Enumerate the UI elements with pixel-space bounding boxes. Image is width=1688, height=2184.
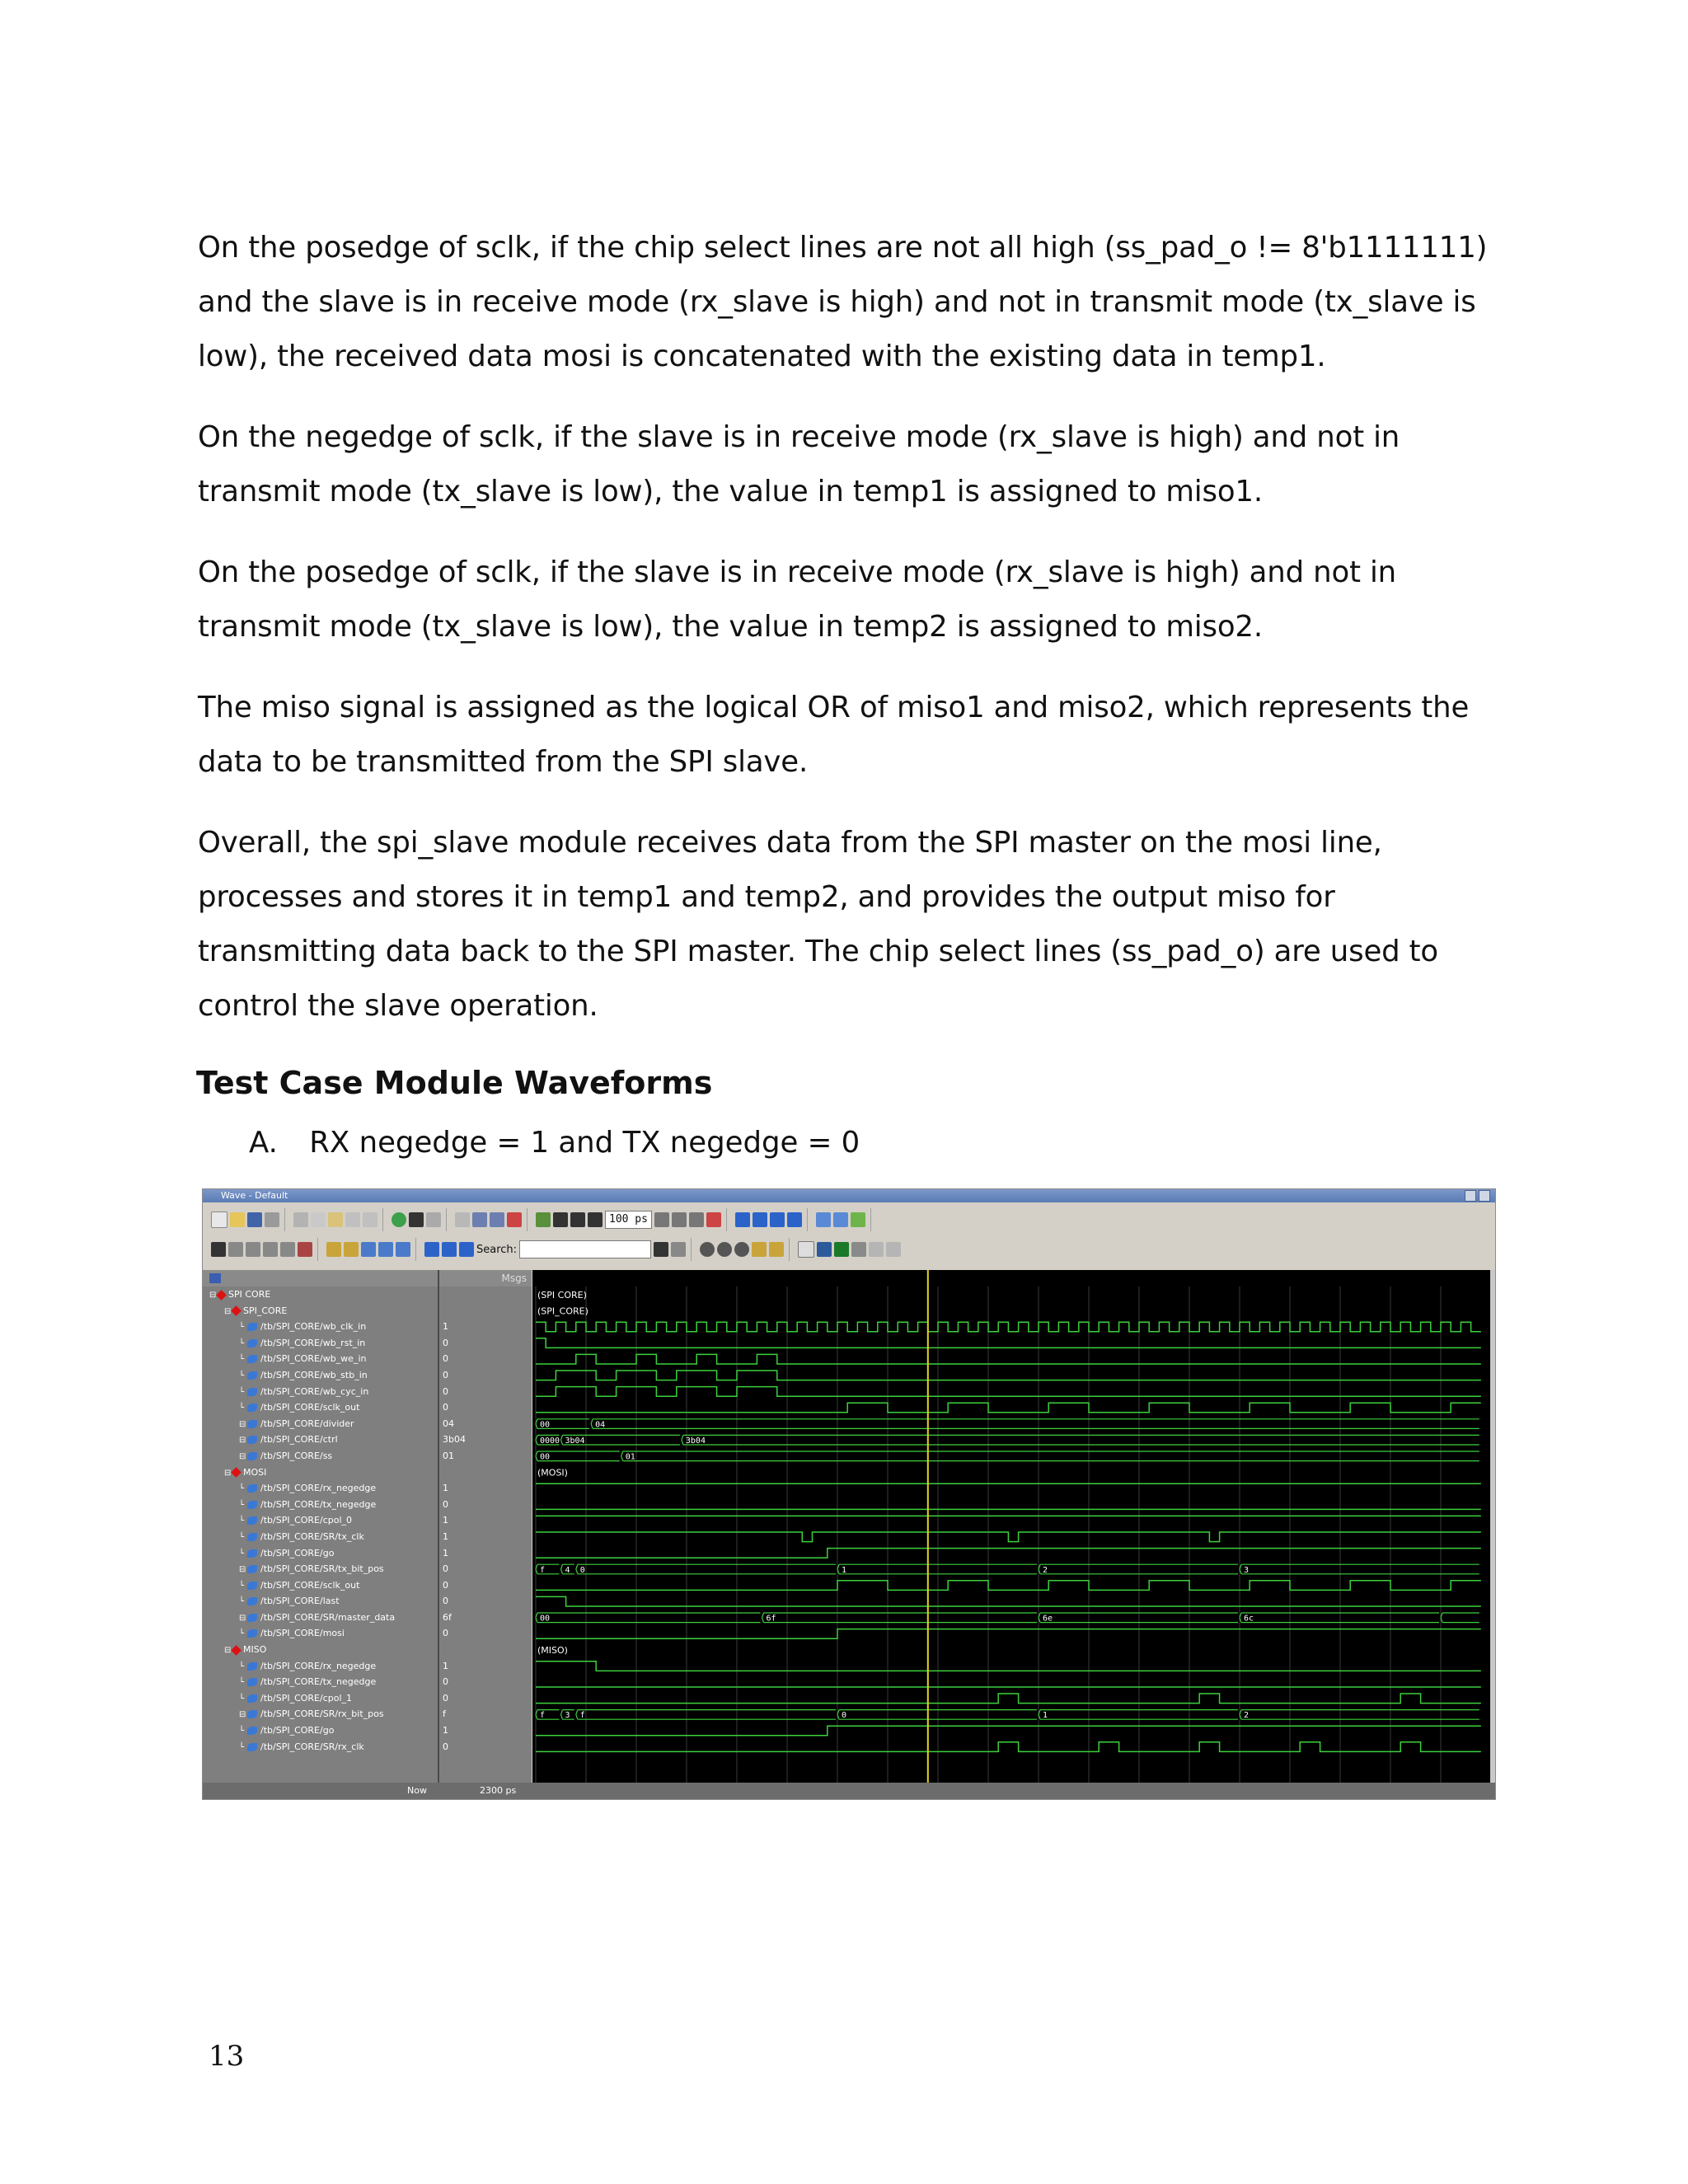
signal-value: 0 bbox=[443, 1676, 448, 1688]
signal-row[interactable] bbox=[203, 1303, 438, 1319]
waveform-screenshot bbox=[202, 1188, 1496, 1800]
signal-name: /tb/SPI_CORE/sclk_out bbox=[260, 1579, 360, 1591]
signal-value: 0 bbox=[443, 1692, 448, 1704]
bus-trace bbox=[1240, 1613, 1439, 1623]
bus-trace bbox=[591, 1419, 1479, 1429]
signal-name: /tb/SPI_CORE/wb_we_in bbox=[260, 1353, 367, 1365]
signal-row[interactable] bbox=[203, 1319, 438, 1335]
signal-wave-icon bbox=[247, 1743, 257, 1751]
section-heading: Test Case Module Waveforms bbox=[196, 1065, 713, 1101]
undo-icon[interactable] bbox=[345, 1212, 360, 1227]
signal-row[interactable] bbox=[203, 1545, 438, 1562]
signal-name: /tb/SPI_CORE/wb_clk_in bbox=[260, 1321, 367, 1333]
format2-icon[interactable] bbox=[817, 1242, 832, 1257]
signal-value: 01 bbox=[443, 1450, 454, 1461]
bus-trace bbox=[576, 1710, 836, 1720]
zoom-cursor-icon[interactable] bbox=[752, 1242, 767, 1257]
bus-value-label: 1 bbox=[842, 1565, 847, 1575]
wave-trace bbox=[536, 1549, 1481, 1558]
signal-wave-icon bbox=[247, 1533, 257, 1541]
signal-name-pane bbox=[203, 1270, 438, 1799]
signal-row[interactable] bbox=[203, 1512, 438, 1529]
list-item-text: RX negedge = 1 and TX negedge = 0 bbox=[309, 1126, 860, 1160]
signal-row[interactable] bbox=[203, 1625, 438, 1642]
bus-value-label: 0000 bbox=[540, 1436, 560, 1446]
signal-wave-icon bbox=[247, 1355, 257, 1363]
signal-value: 0 bbox=[443, 1385, 448, 1397]
tree-line-icon: └ bbox=[239, 1661, 245, 1671]
bus-trace bbox=[1441, 1613, 1479, 1623]
bus-trace bbox=[1240, 1710, 1479, 1720]
bus-value-label: f bbox=[540, 1711, 546, 1721]
tree-line-icon: └ bbox=[239, 1371, 245, 1380]
bus-trace bbox=[1039, 1710, 1238, 1720]
wave-menu-icon[interactable] bbox=[209, 1273, 221, 1283]
signal-value: 1 bbox=[443, 1725, 448, 1736]
bus-trace bbox=[762, 1613, 1038, 1623]
cut-icon[interactable] bbox=[293, 1212, 308, 1227]
signal-value: 0 bbox=[443, 1337, 448, 1348]
window-restore-icon[interactable] bbox=[1465, 1190, 1476, 1202]
bus-value-label: 3 bbox=[1244, 1565, 1250, 1575]
group-diamond-icon bbox=[231, 1305, 241, 1316]
wave-trace bbox=[536, 1629, 1481, 1639]
signal-row[interactable] bbox=[203, 1384, 438, 1400]
expand-toggle-icon[interactable]: ⊟ bbox=[239, 1419, 246, 1429]
bus-value-label: 3b04 bbox=[685, 1436, 706, 1446]
signal-name: /tb/SPI_CORE/rx_negedge bbox=[260, 1483, 377, 1494]
signal-value: 0 bbox=[443, 1563, 448, 1575]
signal-value bbox=[439, 1465, 532, 1481]
wave-trace bbox=[536, 1403, 1481, 1413]
search-icon[interactable] bbox=[671, 1242, 686, 1257]
now-value: 2300 ps bbox=[480, 1785, 517, 1796]
signal-row[interactable] bbox=[203, 1480, 438, 1497]
find-icon[interactable] bbox=[409, 1212, 424, 1227]
open-icon[interactable] bbox=[230, 1212, 245, 1227]
expand-toggle-icon[interactable]: ⊟ bbox=[209, 1291, 217, 1300]
signal-value: 1 bbox=[443, 1483, 448, 1494]
signal-wave-icon bbox=[247, 1614, 257, 1622]
group-label: (MISO) bbox=[537, 1645, 568, 1657]
wave-trace bbox=[536, 1371, 1481, 1380]
msgs-header: Msgs bbox=[439, 1270, 532, 1286]
signal-wave-icon bbox=[247, 1582, 257, 1590]
signal-wave-icon bbox=[247, 1694, 257, 1703]
signal-value: 1 bbox=[443, 1660, 448, 1671]
sim-step-icon[interactable] bbox=[654, 1212, 669, 1227]
signal-value bbox=[439, 1303, 532, 1319]
tree-line-icon: └ bbox=[239, 1597, 245, 1607]
any-edge-icon[interactable] bbox=[396, 1242, 410, 1257]
signal-value: 0 bbox=[443, 1402, 448, 1413]
signal-list bbox=[203, 1286, 438, 1755]
zoom-time-field[interactable]: 100 ps bbox=[605, 1211, 652, 1229]
document-body bbox=[198, 221, 1500, 1193]
signal-row[interactable] bbox=[203, 1658, 438, 1675]
signal-name: /tb/SPI_CORE/SR/rx_bit_pos bbox=[260, 1708, 384, 1720]
up-arrow-icon[interactable] bbox=[553, 1212, 568, 1227]
wave-trace bbox=[536, 1581, 1481, 1591]
signal-row[interactable] bbox=[203, 1416, 438, 1432]
signal-row[interactable] bbox=[203, 1593, 438, 1610]
tree-line-icon: └ bbox=[239, 1484, 245, 1494]
signal-name: /tb/SPI_CORE/divider bbox=[260, 1418, 354, 1429]
signal-wave-icon bbox=[247, 1597, 257, 1605]
expand-toggle-icon[interactable]: ⊟ bbox=[224, 1306, 232, 1316]
signal-name: /tb/SPI_CORE/wb_stb_in bbox=[260, 1369, 368, 1380]
bus-value-label: f bbox=[579, 1711, 585, 1721]
wave-trace bbox=[536, 1596, 1481, 1606]
insert-icon[interactable] bbox=[263, 1242, 278, 1257]
sim-continue-icon[interactable] bbox=[672, 1212, 687, 1227]
tree-line-icon: └ bbox=[239, 1629, 245, 1639]
signal-name: /tb/SPI_CORE/SR/rx_clk bbox=[260, 1741, 364, 1752]
signal-wave-icon bbox=[247, 1484, 257, 1493]
tree-line-icon: └ bbox=[239, 1387, 245, 1397]
bus-value-label: 00 bbox=[540, 1614, 551, 1624]
waveform-canvas[interactable] bbox=[532, 1270, 1490, 1799]
signal-value: 1 bbox=[443, 1515, 448, 1526]
edge-prev-icon[interactable] bbox=[326, 1242, 341, 1257]
tree-line-icon: └ bbox=[239, 1532, 245, 1542]
bus-value-label: 4 bbox=[565, 1565, 570, 1575]
signal-name: /tb/SPI_CORE/sclk_out bbox=[260, 1402, 360, 1413]
group-diamond-icon bbox=[231, 1645, 241, 1656]
wave-window-titlebar bbox=[203, 1189, 1495, 1202]
zoom-mode-icon[interactable] bbox=[228, 1242, 243, 1257]
print-icon[interactable] bbox=[265, 1212, 279, 1227]
right-arrow-icon[interactable] bbox=[588, 1212, 603, 1227]
signal-wave-icon bbox=[247, 1436, 257, 1444]
signal-wave-icon bbox=[247, 1323, 257, 1331]
vertical-scrollbar[interactable] bbox=[1490, 1270, 1495, 1799]
signal-name: /tb/SPI_CORE/go bbox=[260, 1725, 335, 1736]
signal-name: /tb/SPI_CORE/wb_cyc_in bbox=[260, 1385, 369, 1397]
tree-line-icon: └ bbox=[239, 1742, 245, 1752]
wave-trace bbox=[536, 1387, 1481, 1397]
format6-icon[interactable] bbox=[886, 1242, 901, 1257]
bus-value-label: 6c bbox=[1244, 1614, 1254, 1624]
signal-value: 1 bbox=[443, 1530, 448, 1542]
wave-trace bbox=[536, 1354, 1481, 1364]
signal-wave-icon bbox=[247, 1565, 257, 1573]
tree-line-icon: └ bbox=[239, 1581, 245, 1591]
wave-tool2-icon[interactable] bbox=[490, 1212, 504, 1227]
format4-icon[interactable] bbox=[851, 1242, 866, 1257]
format5-icon[interactable] bbox=[869, 1242, 884, 1257]
signal-wave-icon bbox=[247, 1339, 257, 1347]
bus-value-label: 2 bbox=[1043, 1565, 1048, 1575]
signal-row[interactable] bbox=[203, 1529, 438, 1545]
nav-next-icon[interactable] bbox=[753, 1212, 767, 1227]
expand-toggle-icon[interactable]: ⊟ bbox=[224, 1646, 232, 1656]
zoom-in-icon[interactable] bbox=[700, 1242, 715, 1257]
bus-trace bbox=[621, 1451, 1479, 1461]
signal-row[interactable] bbox=[203, 1561, 438, 1577]
wave-trace bbox=[536, 1694, 1481, 1704]
signal-value-pane bbox=[438, 1270, 532, 1799]
bus-value-label: 0 bbox=[842, 1711, 847, 1721]
signal-row[interactable] bbox=[203, 1367, 438, 1384]
signal-name: /tb/SPI_CORE/rx_negedge bbox=[260, 1660, 377, 1671]
signal-row[interactable] bbox=[203, 1642, 438, 1658]
signal-wave-icon bbox=[247, 1371, 257, 1380]
signal-name: SPI_CORE bbox=[243, 1305, 288, 1316]
signal-name: /tb/SPI_CORE/SR/tx_bit_pos bbox=[260, 1563, 384, 1575]
wave-trace bbox=[536, 1322, 1481, 1332]
tree-line-icon: └ bbox=[239, 1727, 245, 1736]
wave-trace bbox=[536, 1726, 1481, 1736]
signal-name: /tb/SPI_CORE/tx_negedge bbox=[260, 1498, 377, 1510]
signal-value: 0 bbox=[443, 1353, 448, 1365]
bus-trace bbox=[1039, 1613, 1238, 1623]
signal-value: 1 bbox=[443, 1321, 448, 1333]
waveform-pane[interactable] bbox=[532, 1270, 1490, 1799]
signal-name: MISO bbox=[243, 1644, 267, 1656]
signal-row[interactable] bbox=[203, 1722, 438, 1739]
edge-next-icon[interactable] bbox=[344, 1242, 359, 1257]
signal-value bbox=[439, 1286, 532, 1303]
bus-value-label: f bbox=[540, 1565, 546, 1575]
signal-row[interactable] bbox=[203, 1610, 438, 1626]
signal-row[interactable] bbox=[203, 1497, 438, 1513]
wave-window-title: Wave - Default bbox=[221, 1190, 288, 1201]
tree-line-icon: └ bbox=[239, 1694, 245, 1704]
wave-trace bbox=[536, 1338, 1481, 1348]
restart-icon[interactable] bbox=[536, 1212, 551, 1227]
signal-row[interactable] bbox=[203, 1739, 438, 1755]
paragraph-3: On the posedge of sclk, if the slave is in receive mode (rx_slave is high) and not in transmit mode (tx_slave is low), the value in temp2 is assigned to miso2. bbox=[198, 555, 1397, 644]
expand-toggle-icon[interactable]: ⊟ bbox=[239, 1565, 246, 1575]
bus-value-label: 3b04 bbox=[565, 1436, 585, 1446]
group-label: (SPI_CORE) bbox=[537, 1305, 588, 1317]
signal-value: 0 bbox=[443, 1498, 448, 1510]
tree-line-icon: └ bbox=[239, 1338, 245, 1348]
signal-value: 1 bbox=[443, 1547, 448, 1558]
wave-status-bar bbox=[203, 1783, 1495, 1799]
signal-name: /tb/SPI_CORE/cpol_0 bbox=[260, 1515, 353, 1526]
expand-toggle-icon[interactable]: ⊟ bbox=[239, 1710, 246, 1720]
signal-name: /tb/SPI_CORE/mosi bbox=[260, 1628, 345, 1639]
wave-panes bbox=[203, 1270, 1495, 1799]
expand-icon[interactable] bbox=[424, 1242, 439, 1257]
signal-wave-icon bbox=[247, 1662, 257, 1671]
left-arrow-icon[interactable] bbox=[570, 1212, 585, 1227]
wave-trace bbox=[536, 1532, 1481, 1542]
wave-toolbar-2 bbox=[206, 1235, 1492, 1263]
pan-icon[interactable] bbox=[246, 1242, 260, 1257]
signal-name-header bbox=[203, 1270, 438, 1286]
signal-row[interactable] bbox=[203, 1706, 438, 1722]
wave-toolbar-1 bbox=[206, 1206, 1492, 1234]
list-marker: A. bbox=[249, 1126, 278, 1160]
group-diamond-icon bbox=[216, 1290, 227, 1301]
bus-trace bbox=[1039, 1564, 1238, 1574]
bus-value-label: 3 bbox=[565, 1711, 570, 1721]
format-icon[interactable] bbox=[798, 1241, 814, 1258]
bus-trace bbox=[1240, 1564, 1479, 1574]
list-item-a bbox=[249, 1126, 1500, 1160]
redo-icon[interactable] bbox=[363, 1212, 377, 1227]
value-list bbox=[439, 1286, 532, 1755]
bus-trace bbox=[682, 1435, 1479, 1445]
signal-row[interactable] bbox=[203, 1690, 438, 1707]
signal-value: 3b04 bbox=[443, 1434, 466, 1446]
signal-wave-icon bbox=[247, 1420, 257, 1428]
tree-line-icon: └ bbox=[239, 1500, 245, 1510]
group-diamond-icon bbox=[231, 1467, 241, 1478]
new-icon[interactable] bbox=[211, 1212, 227, 1228]
window-close-icon[interactable] bbox=[1479, 1190, 1490, 1202]
zoom-out-icon[interactable] bbox=[717, 1242, 732, 1257]
sim-run-all-icon[interactable] bbox=[689, 1212, 704, 1227]
bus-trace bbox=[576, 1564, 836, 1574]
expand-toggle-icon[interactable]: ⊟ bbox=[239, 1451, 246, 1461]
bus-value-label: 00 bbox=[540, 1420, 551, 1430]
signal-wave-icon bbox=[247, 1452, 257, 1460]
signal-row[interactable] bbox=[203, 1448, 438, 1465]
bus-trace bbox=[837, 1710, 1037, 1720]
signal-name: /tb/SPI_CORE/ctrl bbox=[260, 1434, 338, 1446]
signal-wave-icon bbox=[247, 1727, 257, 1735]
signal-name: /tb/SPI_CORE/SR/master_data bbox=[260, 1611, 396, 1623]
bus-trace bbox=[536, 1613, 761, 1623]
signal-row[interactable] bbox=[203, 1335, 438, 1352]
delete-icon[interactable] bbox=[280, 1242, 295, 1257]
copy-icon[interactable] bbox=[311, 1212, 326, 1227]
signal-name: MOSI bbox=[243, 1466, 267, 1478]
signal-value: 0 bbox=[443, 1579, 448, 1591]
signal-name: /tb/SPI_CORE/ss bbox=[260, 1450, 333, 1461]
tree-line-icon: └ bbox=[239, 1549, 245, 1558]
format3-icon[interactable] bbox=[834, 1242, 849, 1257]
search-label: Search: bbox=[476, 1243, 518, 1256]
bus-value-label: 6f bbox=[766, 1614, 776, 1624]
signal-value: 0 bbox=[443, 1596, 448, 1607]
expand-toggle-icon[interactable]: ⊟ bbox=[224, 1468, 232, 1478]
break-icon[interactable] bbox=[507, 1212, 522, 1227]
bus-value-label: 2 bbox=[1244, 1711, 1250, 1721]
signal-name: /tb/SPI_CORE/cpol_1 bbox=[260, 1692, 353, 1704]
tree-line-icon: └ bbox=[239, 1404, 245, 1413]
wave-tool-icon[interactable] bbox=[472, 1212, 487, 1227]
bus-value-label: 6e bbox=[1043, 1614, 1053, 1624]
layout3-icon[interactable] bbox=[851, 1212, 865, 1227]
signal-row[interactable] bbox=[203, 1465, 438, 1481]
signal-name: /tb/SPI_CORE/last bbox=[260, 1596, 340, 1607]
zoom-full-icon[interactable] bbox=[734, 1242, 749, 1257]
rise-edge-icon[interactable] bbox=[378, 1242, 393, 1257]
tree-line-icon: └ bbox=[239, 1355, 245, 1365]
signal-wave-icon bbox=[247, 1404, 257, 1412]
nav-up-icon[interactable] bbox=[735, 1212, 750, 1227]
expand-toggle-icon[interactable]: ⊟ bbox=[239, 1436, 246, 1446]
bus-value-label: 1 bbox=[1043, 1711, 1048, 1721]
bus-value-label: 0 bbox=[579, 1565, 585, 1575]
nav-expand-icon[interactable] bbox=[787, 1212, 802, 1227]
signal-wave-icon bbox=[247, 1388, 257, 1396]
signal-value: f bbox=[443, 1708, 446, 1720]
bus-value-label: 01 bbox=[625, 1452, 635, 1462]
search-input[interactable] bbox=[519, 1240, 651, 1258]
signal-wave-icon bbox=[247, 1678, 257, 1686]
signal-row[interactable] bbox=[203, 1351, 438, 1367]
signal-wave-icon bbox=[247, 1516, 257, 1525]
signal-name: /tb/SPI_CORE/SR/tx_clk bbox=[260, 1530, 364, 1542]
bus-value-label: 04 bbox=[595, 1420, 606, 1430]
nav-down-icon[interactable] bbox=[770, 1212, 785, 1227]
signal-value: 6f bbox=[443, 1611, 452, 1623]
page-number: 13 bbox=[209, 2040, 245, 2073]
group-label: (SPI CORE) bbox=[537, 1290, 587, 1301]
signal-row[interactable] bbox=[203, 1674, 438, 1690]
signal-row[interactable] bbox=[203, 1399, 438, 1416]
tree-line-icon: └ bbox=[239, 1678, 245, 1688]
signal-name: /tb/SPI_CORE/wb_rst_in bbox=[260, 1337, 366, 1348]
layout2-icon[interactable] bbox=[833, 1212, 848, 1227]
paragraph-4: The miso signal is assigned as the logical OR of miso1 and miso2, which represents the data to be transmitted from the SPI slave. bbox=[198, 691, 1470, 779]
signal-value: 0 bbox=[443, 1628, 448, 1639]
paragraph-2: On the negedge of sclk, if the slave is in receive mode (rx_slave is high) and not in transmit mode (tx_slave is low), the value in temp1 is assigned to miso1. bbox=[198, 420, 1400, 509]
signal-wave-icon bbox=[247, 1501, 257, 1509]
signal-value: 0 bbox=[443, 1369, 448, 1380]
dropdown-icon[interactable] bbox=[654, 1242, 668, 1257]
paragraph-1: On the posedge of sclk, if the chip select lines are not all high (ss_pad_o != 8'b1111111) and the slave is in receive mode (rx_slave is high) and not in transmit mode (tx_slave is low), the received data mosi is concatenated with the existing data in temp1. bbox=[198, 231, 1488, 373]
group-label: (MOSI) bbox=[537, 1467, 568, 1479]
step-icon[interactable] bbox=[455, 1212, 470, 1227]
select-cursor-icon[interactable] bbox=[211, 1242, 226, 1257]
signal-value: 0 bbox=[443, 1741, 448, 1752]
signal-value bbox=[439, 1642, 532, 1658]
now-label: Now bbox=[407, 1785, 427, 1796]
signal-name: /tb/SPI_CORE/tx_negedge bbox=[260, 1676, 377, 1688]
sim-stop-icon[interactable] bbox=[706, 1212, 721, 1227]
expand-toggle-icon[interactable]: ⊟ bbox=[239, 1613, 246, 1623]
tree-line-icon: └ bbox=[239, 1516, 245, 1526]
paste-icon[interactable] bbox=[328, 1212, 343, 1227]
signal-name: SPI CORE bbox=[228, 1289, 271, 1300]
list-icon[interactable] bbox=[426, 1212, 441, 1227]
tree-line-icon: └ bbox=[239, 1323, 245, 1333]
signal-value: 04 bbox=[443, 1418, 454, 1429]
bookmark-icon[interactable] bbox=[298, 1242, 312, 1257]
paragraph-5: Overall, the spi_slave module receives data from the SPI master on the mosi line, processes and stores it in temp1 and temp2, and provides the output miso for transmitting data back to the SPI master. The chip select lines (ss_pad_o) are used to control the slave operation. bbox=[198, 826, 1439, 1023]
signal-row[interactable] bbox=[203, 1286, 438, 1303]
zoom-range-icon[interactable] bbox=[769, 1242, 784, 1257]
layout-icon[interactable] bbox=[816, 1212, 831, 1227]
jump-icon[interactable] bbox=[459, 1242, 474, 1257]
wave-trace bbox=[536, 1742, 1481, 1752]
signal-row[interactable] bbox=[203, 1432, 438, 1448]
run-icon[interactable] bbox=[392, 1212, 406, 1227]
signal-name: /tb/SPI_CORE/go bbox=[260, 1547, 335, 1558]
collapse-icon[interactable] bbox=[442, 1242, 457, 1257]
signal-wave-icon bbox=[247, 1710, 257, 1718]
save-icon[interactable] bbox=[247, 1212, 262, 1227]
signal-row[interactable] bbox=[203, 1577, 438, 1594]
bus-value-label: 00 bbox=[540, 1452, 551, 1462]
signal-wave-icon bbox=[247, 1549, 257, 1558]
fall-edge-icon[interactable] bbox=[361, 1242, 376, 1257]
wave-trace bbox=[536, 1661, 1481, 1671]
signal-wave-icon bbox=[247, 1629, 257, 1638]
bus-trace bbox=[837, 1564, 1037, 1574]
